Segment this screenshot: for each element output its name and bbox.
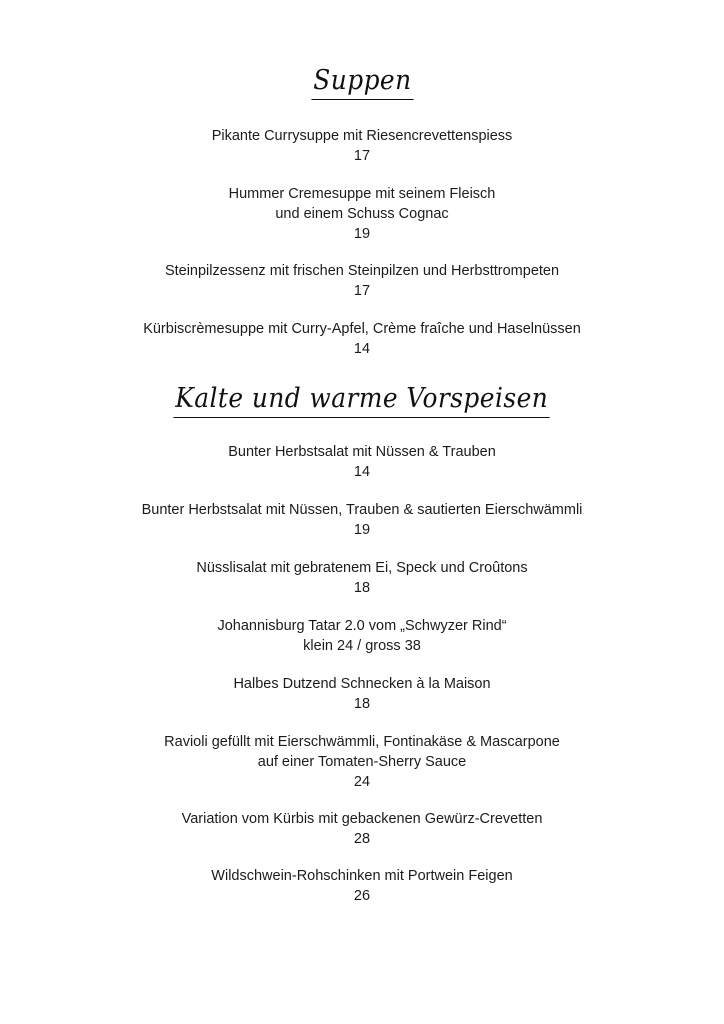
dish-name: Kürbiscrèmesuppe mit Curry-Apfel, Crème fraîche und Haselnüssen [143, 321, 581, 337]
dish-description: auf einer Tomaten-Sherry Sauce [257, 754, 467, 770]
section-title-vorspeisen: Kalte und warme Vorspeisen [0, 382, 724, 418]
dish-price: 26 [353, 888, 371, 904]
dish-item [0, 558, 724, 598]
dish-item [0, 674, 724, 714]
dish-price: 17 [353, 148, 371, 164]
dish-price: 28 [353, 831, 371, 847]
dish-item [0, 500, 724, 540]
dish-price: 24 [353, 774, 371, 790]
dish-price: 17 [353, 283, 371, 299]
dish-item [0, 126, 724, 166]
dish-item [0, 732, 724, 792]
dish-price: 14 [353, 464, 371, 480]
section-title-suppen: Suppen [0, 64, 724, 100]
dish-name: Nüsslisalat mit gebratenem Ei, Speck und Croûtons [196, 560, 528, 576]
dish-name: Ravioli gefüllt mit Eierschwämmli, Fontinakäse & Mascarpone [164, 734, 560, 750]
dish-price: 19 [353, 226, 371, 242]
dish-item [0, 866, 724, 906]
dish-item [0, 184, 724, 244]
dish-price: 18 [353, 696, 371, 712]
dish-item [0, 261, 724, 301]
dish-name: Hummer Cremesuppe mit seinem Fleisch [228, 186, 496, 202]
dish-item [0, 616, 724, 656]
dish-description: und einem Schuss Cognac [275, 206, 449, 222]
dish-name: Halbes Dutzend Schnecken à la Maison [233, 676, 491, 692]
dish-name: Wildschwein-Rohschinken mit Portwein Feigen [211, 868, 513, 884]
dish-name: Pikante Currysuppe mit Riesencrevettenspiess [211, 128, 513, 144]
dish-price: 14 [353, 341, 371, 357]
dish-price: 18 [353, 580, 371, 596]
dish-name: Variation vom Kürbis mit gebackenen Gewürz-Crevetten [181, 811, 543, 827]
dish-item [0, 442, 724, 482]
dish-item [0, 809, 724, 849]
dish-price: klein 24 / gross 38 [303, 638, 421, 654]
dish-name: Bunter Herbstsalat mit Nüssen, Trauben & sautierten Eierschwämmli [141, 502, 583, 518]
dish-name: Johannisburg Tatar 2.0 vom „Schwyzer Rind“ [217, 618, 507, 634]
dish-name: Bunter Herbstsalat mit Nüssen & Trauben [228, 444, 496, 460]
dish-price: 19 [353, 522, 371, 538]
dish-item [0, 319, 724, 359]
dish-name: Steinpilzessenz mit frischen Steinpilzen und Herbsttrompeten [164, 263, 560, 279]
